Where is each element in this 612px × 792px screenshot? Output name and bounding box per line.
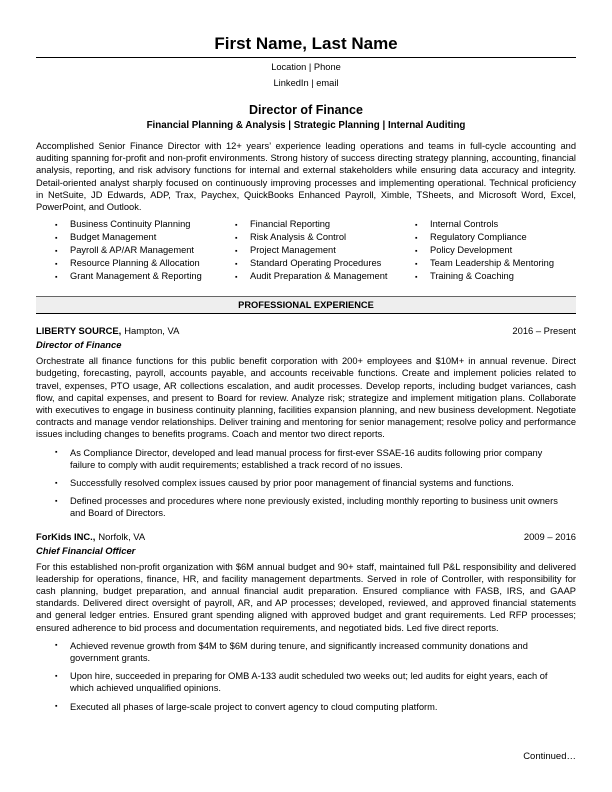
job-company-location [36, 325, 179, 337]
job-bullet-list [36, 447, 576, 520]
job-bullet: ▪ Successfully resolved complex issues caused by prior poor management of financial systems and functions. [36, 477, 576, 489]
skills-list [36, 218, 576, 283]
job-description: For this established non-profit organization with $6M annual budget and 90+ staff, maintained full P&L responsibility and delivered leadership for operations, finance, HR, and facility management departments. Served in role of Controller, with responsibility for cash planning, budget preparation, and annual financial audit preparation. Ensured compliance with FASB, IRS, and GAAP standards. Delivered direct oversight of payroll, AR, and AP processes; developed, reviewed, and approved financial statements and general ledger entries. Ensured grant spending aligned with approved budget and grant requirements. Led RFP processes; ensured adherence to bid process and documentation requirements, and negotiated bids. Led five direct reports. [36, 561, 576, 633]
job-title: Director of Finance [36, 339, 122, 351]
skill-item: ▪ Policy Development [396, 244, 576, 257]
contact-line-1: Location | Phone [271, 62, 341, 72]
job-location: Hampton, VA [124, 325, 180, 337]
job-bullet-list [36, 640, 576, 713]
skill-item: ▪ Project Management [216, 244, 396, 257]
continued-note: Continued… [523, 751, 576, 762]
role-title: Director of Finance [249, 103, 363, 117]
skill-item: ▪ Internal Controls [396, 218, 576, 231]
skill-item: ▪ Risk Analysis & Control [216, 231, 396, 244]
company-name: LIBERTY SOURCE, [36, 325, 122, 337]
job-location: Norfolk, VA [98, 530, 146, 542]
skill-item: ▪ Audit Preparation & Management [216, 270, 396, 283]
job-title: Chief Financial Officer [36, 544, 136, 556]
skill-item: ▪ Payroll & AP/AR Management [36, 244, 216, 257]
contact-line-2: LinkedIn | email [273, 77, 339, 88]
job-header [36, 325, 576, 337]
job-entry-liberty-source [36, 325, 576, 519]
skills-column-3 [396, 218, 576, 283]
skill-item: ▪ Training & Coaching [396, 270, 576, 283]
job-bullet: ▪ As Compliance Director, developed and lead manual process for first-ever SSAE-16 audits following prior company failure to comply with audit requirements; established a track record of no issues. [36, 447, 576, 471]
job-dates: 2016 – Present [512, 325, 576, 337]
job-entry-forkids [36, 531, 576, 713]
job-bullet: ▪ Executed all phases of large-scale project to convert agency to cloud computing platform. [36, 701, 576, 713]
role-keywords: Financial Planning & Analysis | Strategic Planning | Internal Auditing [146, 120, 466, 131]
skill-item: ▪ Team Leadership & Mentoring [396, 257, 576, 270]
candidate-name: First Name, Last Name [36, 34, 576, 58]
job-company-location [36, 531, 145, 543]
skill-item: ▪ Standard Operating Procedures [216, 257, 396, 270]
skill-item: ▪ Regulatory Compliance [396, 231, 576, 244]
job-bullet: ▪ Upon hire, succeeded in preparing for OMB A-133 audit scheduled two weeks out; led audits for eight years, each of which achieved unqualified opinions. [36, 670, 576, 694]
skill-item: ▪ Resource Planning & Allocation [36, 257, 216, 270]
section-header-professional-experience: PROFESSIONAL EXPERIENCE [36, 296, 576, 314]
skills-column-2 [216, 218, 396, 283]
summary-paragraph: Accomplished Senior Finance Director with 12+ years’ experience leading operations and teams in full-cycle accounting and auditing spanning for-profit and non-profit environments. Strong history of success directing strategy planning, accounting, financial analysis, reporting, and risk advisory functions for internal and external stakeholders while ensuring data accuracy and integrity. Detail-oriented analyst sharply focused on continuously improving processes and implementing operational. Technical proficiency in NetSuite, JD Edwards, ADP, Trax, Paychex, QuickBooks Enhanced Payroll, Ximble, TSheets, and Microsoft Word, Excel, PowerPoint, and Outlook. [36, 141, 576, 213]
job-bullet: ▪ Achieved revenue growth from $4M to $6M during tenure, and significantly increased community donations and government grants. [36, 640, 576, 664]
company-name: ForKids INC., [36, 530, 96, 542]
skills-column-1 [36, 218, 216, 283]
skill-item: ▪ Business Continuity Planning [36, 218, 216, 231]
job-bullet: ▪ Defined processes and procedures where none previously existed, including monthly reporting to business unit owners and Board of Directors. [36, 495, 576, 519]
skill-item: ▪ Financial Reporting [216, 218, 396, 231]
job-description: Orchestrate all finance functions for this public benefit corporation with 200+ employees and $10M+ in annual revenue. Direct budgeting, forecasting, payroll, accounts payable, and accounts receivable functions. Create and implement policies related to travel, expenses, PTO usage, AR collections escalation, and audit processes. Develop reports, including budget variances, cash flow, and capital expenses, and present to Board for review. Analyze risk; strategize and implement mitigation plans. Collaborate with executives to engage in business continuity planning, facilities expansion planning, and new business development. Negotiate contracts and manage vendor relationships. Deliver training and mentoring for senior management; resolve policy and performance issues including changes to benefits programs. Coach and mentor two direct reports. [36, 356, 576, 440]
skill-item: ▪ Grant Management & Reporting [36, 270, 216, 283]
skill-item: ▪ Budget Management [36, 231, 216, 244]
job-dates: 2009 – 2016 [523, 530, 576, 542]
job-header [36, 531, 576, 543]
